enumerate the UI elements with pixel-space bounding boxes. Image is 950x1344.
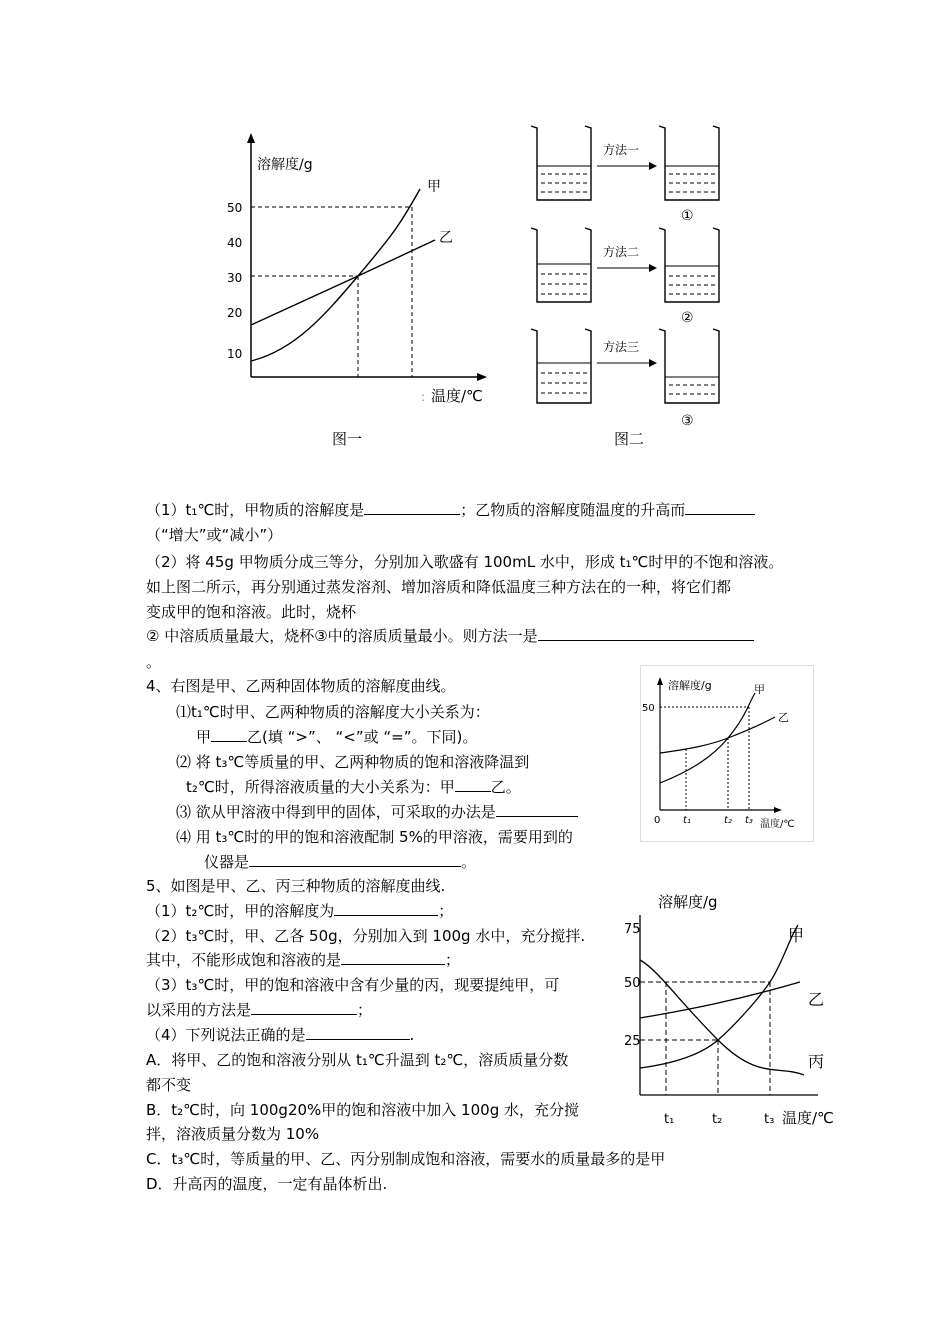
svg-text:t₃: t₃	[745, 815, 753, 826]
svg-text:0: 0	[654, 815, 661, 826]
q5-p3b: 以采用的方法是 ；	[146, 998, 372, 1022]
q4-sub3: ⑶ 欲从甲溶液中得到甲的固体，可采取的办法是	[176, 800, 578, 824]
q5-blank-4[interactable]	[306, 1023, 410, 1040]
method1-label: 方法一	[603, 143, 640, 157]
q4-sub1a: ⑴t₁℃时甲、乙两种物质的溶解度大小关系为：	[176, 703, 490, 721]
figure1-chart	[215, 125, 515, 415]
q3-line6: ② 中溶质质量最大，烧杯③中的溶质质量最小。则方法一是	[146, 624, 754, 648]
q3-line5: 变成甲的饱和溶液。此时，烧杯	[146, 603, 357, 621]
q3-line4: 如上图二所示，再分别通过蒸发溶剂、增加溶质和降低温度三种方法在的一种，将它们都	[146, 578, 732, 596]
q5-blank-2[interactable]	[341, 948, 445, 965]
method3-label: 方法三	[603, 340, 640, 354]
q4-sub1b: 甲 乙(填 “>”、 “<”或 “=”。下同)。	[196, 725, 477, 749]
svg-text:50: 50	[642, 703, 655, 714]
fig1-ytick-30: 30	[227, 271, 243, 285]
q3-blank-3[interactable]	[538, 624, 754, 641]
svg-text:50: 50	[624, 976, 641, 991]
q4-blank-2[interactable]	[455, 775, 491, 792]
mark-1: ①	[681, 208, 694, 224]
q5-option-b1: B．t₂℃时，向 100g20%甲的饱和溶液中加入 100g 水，充分搅	[146, 1101, 579, 1119]
fig2-caption: 图二	[614, 430, 645, 448]
q3-blank-1[interactable]	[364, 498, 460, 515]
q3-line2: （“增大”或“减小”）	[146, 526, 283, 544]
q5-blank-3[interactable]	[251, 998, 357, 1015]
q5-p3a: （3）t₃℃时，甲的饱和溶液中含有少量的丙，现要提纯甲，可	[146, 976, 560, 994]
fig1-xlabel: 温度/℃	[431, 387, 483, 405]
svg-text:温度/℃: 温度/℃	[782, 1109, 834, 1127]
q5-p2a: （2）t₃℃时，甲、乙各 50g，分别加入到 100g 水中，充分搅拌.	[146, 927, 586, 945]
q4-sub4b: 仪器是 。	[204, 850, 476, 874]
svg-text:t₁: t₁	[664, 1112, 675, 1127]
q5-option-c: C．t₃℃时，等质量的甲、乙、丙分别制成饱和溶液，需要水的质量最多的是甲	[146, 1150, 666, 1168]
svg-text:溶解度/g: 溶解度/g	[658, 893, 718, 911]
q4-sub4a: ⑷ 用 t₃℃时的甲的饱和溶液配制 5%的甲溶液，需要用到的	[176, 828, 573, 846]
q4-sub2b: t₂℃时，所得溶液质量的大小关系为：甲 乙。	[186, 775, 521, 799]
svg-text:t₃: t₃	[764, 1112, 775, 1127]
q4-blank-3[interactable]	[496, 800, 578, 817]
svg-text:甲: 甲	[788, 926, 805, 945]
svg-text:25: 25	[624, 1034, 641, 1049]
q3-line1: （1）t₁℃时，甲物质的溶解度是 ；乙物质的溶解度随温度的升高而	[146, 498, 755, 522]
q4-chart	[640, 665, 815, 843]
fig1-ytick-40: 40	[227, 236, 243, 250]
mark-2: ②	[681, 310, 694, 326]
svg-text:t₁: t₁	[683, 815, 691, 826]
svg-text:乙: 乙	[778, 711, 789, 724]
fig1-caption: 图一	[332, 430, 363, 448]
method2-label: 方法二	[603, 245, 640, 259]
q5-curve-b	[640, 982, 800, 1018]
q5-p1: （1）t₂℃时，甲的溶解度为 ；	[146, 899, 453, 923]
q5-curve-a	[640, 925, 798, 1068]
svg-text:t₂: t₂	[712, 1112, 723, 1127]
q5-curve-c	[640, 960, 804, 1075]
fig1-curve-b	[251, 240, 435, 325]
svg-text:75: 75	[624, 922, 641, 937]
q5-p4: （4）下列说法正确的是 .	[146, 1023, 414, 1047]
svg-text::: :	[421, 390, 426, 404]
q5-option-a2: 都不变	[146, 1076, 192, 1094]
q4-sub2a: ⑵ 将 t₃℃等质量的甲、乙两种物质的饱和溶液降温到	[176, 753, 530, 771]
q5-option-b2: 拌，溶液质量分数为 10%	[146, 1125, 320, 1143]
q3-blank-2[interactable]	[685, 498, 755, 515]
fig1-label-b: 乙	[439, 230, 453, 246]
figure2-beakers	[525, 120, 735, 430]
q4-title: 4、右图是甲、乙两种固体物质的溶解度曲线。	[146, 677, 456, 695]
fig1-ytick-20: 20	[227, 306, 243, 320]
q3-line3: （2）将 45g 甲物质分成三等分，分别加入歌盛有 100mL 水中，形成 t₁℃时甲的不饱和溶液。	[146, 553, 784, 571]
q4-blank-1[interactable]	[211, 725, 247, 742]
q5-option-d: D．升高丙的温度，一定有晶体析出.	[146, 1175, 388, 1193]
q3-line7: 。	[146, 653, 162, 671]
svg-text:甲: 甲	[754, 683, 765, 696]
q4-blank-4[interactable]	[249, 850, 461, 867]
q5-chart	[618, 885, 850, 1135]
q5-blank-1[interactable]	[334, 899, 438, 916]
fig1-ytick-50: 50	[227, 201, 243, 215]
q5-p2b: 其中，不能形成饱和溶液的是 ；	[146, 948, 460, 972]
fig1-ylabel: 溶解度/g	[257, 157, 313, 173]
fig1-curve-a	[251, 189, 420, 361]
fig1-label-a: 甲	[427, 179, 441, 195]
svg-text:t₂: t₂	[724, 815, 732, 826]
q5-option-a1: A．将甲、乙的饱和溶液分别从 t₁℃升温到 t₂℃，溶质质量分数	[146, 1051, 569, 1069]
svg-text:乙: 乙	[808, 990, 825, 1009]
svg-text:温度/℃: 温度/℃	[760, 819, 795, 830]
svg-text:溶解度/g: 溶解度/g	[668, 679, 712, 692]
fig1-ytick-10: 10	[227, 347, 243, 361]
svg-text:丙: 丙	[808, 1052, 825, 1071]
mark-3: ③	[681, 413, 694, 429]
q5-title: 5、如图是甲、乙、丙三种物质的溶解度曲线.	[146, 877, 446, 895]
